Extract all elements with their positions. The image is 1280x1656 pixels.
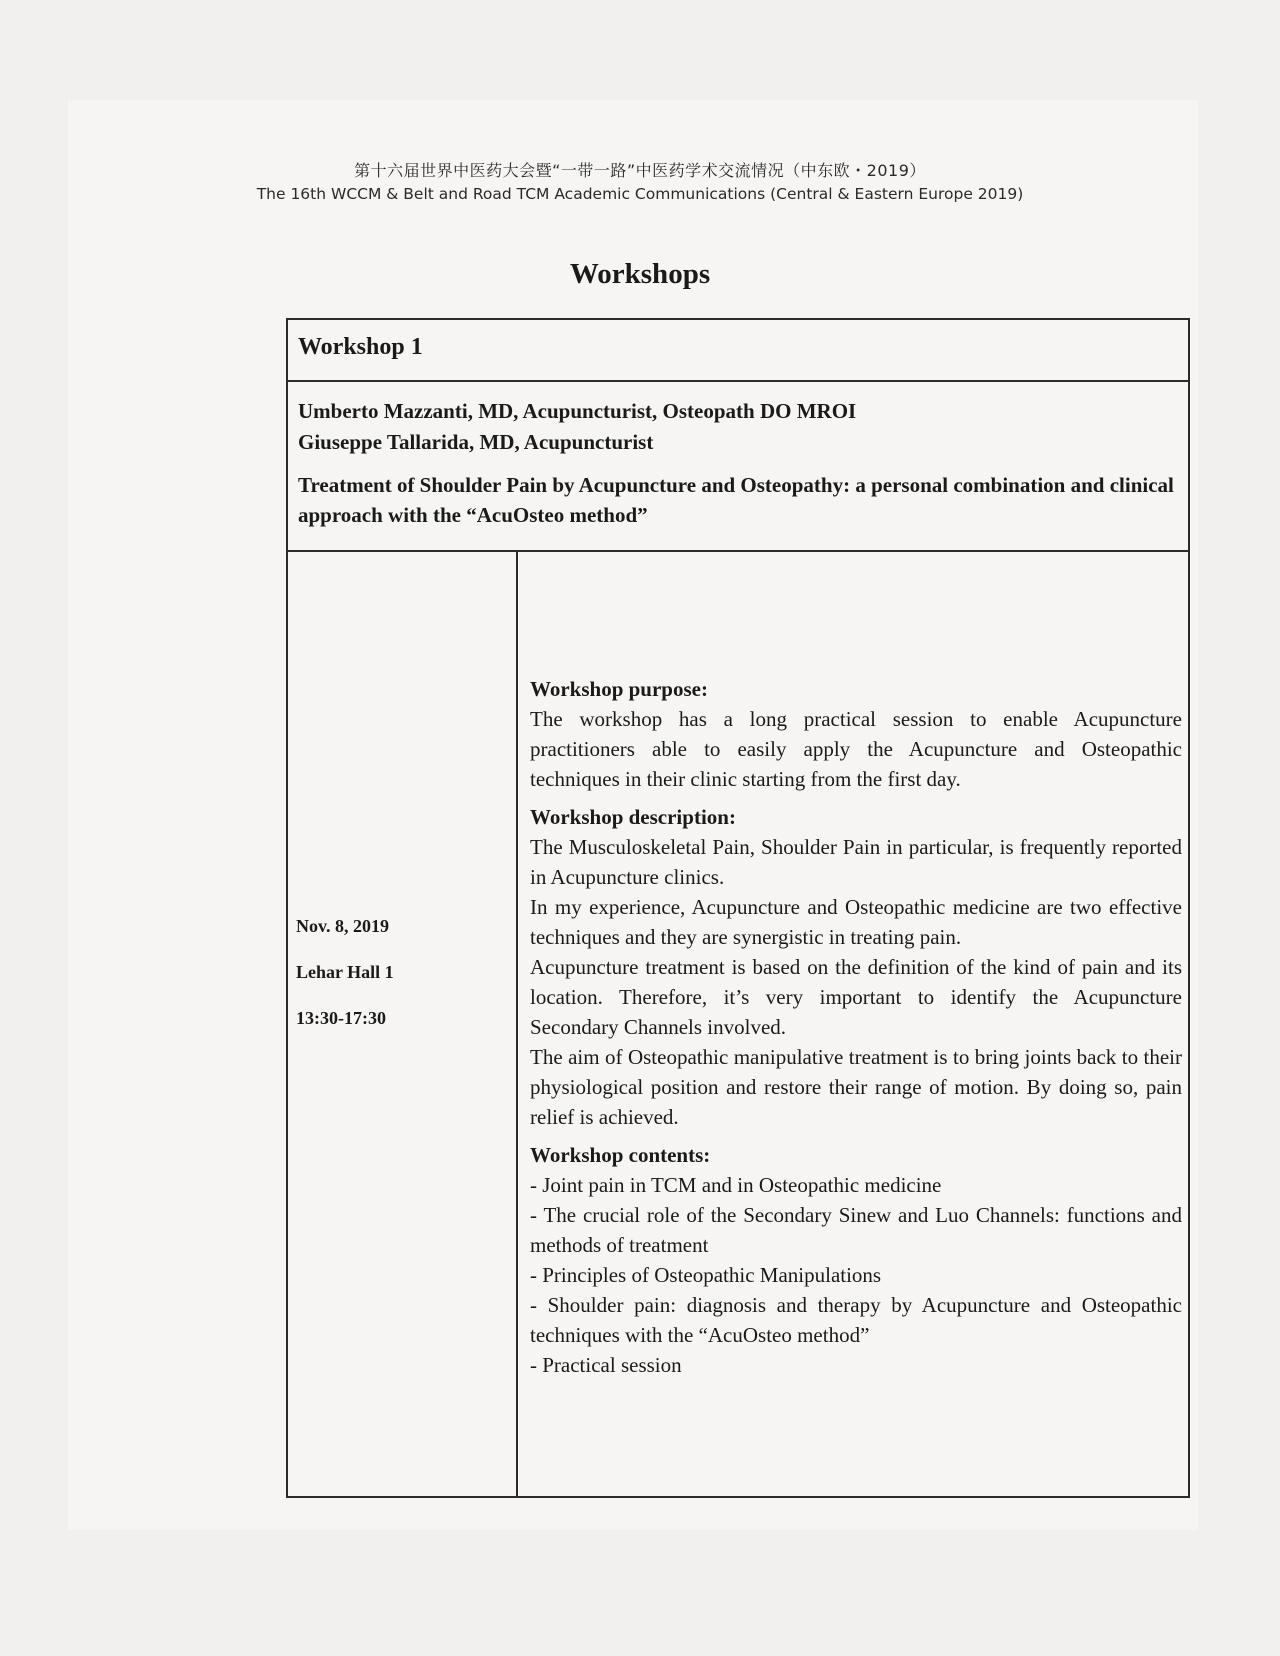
- speaker-2: Giuseppe Tallarida, MD, Acupuncturist: [298, 430, 654, 454]
- details-column: [518, 552, 1190, 1498]
- schedule-column: [288, 552, 518, 1498]
- workshop-name: Workshop 1: [298, 334, 423, 360]
- description-paragraph: The Musculoskeletal Pain, Shoulder Pain in particular, is frequently reported in Acupuncture clinics.: [530, 835, 1182, 889]
- section-title: Workshops: [569, 258, 711, 290]
- workshop-title-row: [288, 320, 1188, 382]
- description-paragraph: The aim of Osteopathic manipulative treatment is to bring joints back to their physiological position and restore their range of motion. By doing so, pain relief is achieved.: [530, 1045, 1182, 1129]
- contents-item: - Joint pain in TCM and in Osteopathic medicine: [530, 1173, 942, 1197]
- contents-item: - The crucial role of the Secondary Sinew and Luo Channels: functions and methods of treatment: [530, 1203, 1182, 1257]
- workshop-time: 13:30-17:30: [296, 1008, 386, 1028]
- speaker-1: Umberto Mazzanti, MD, Acupuncturist, Osteopath DO MROI: [298, 399, 857, 423]
- workshop-info-row: [288, 382, 1188, 552]
- english-title: The 16th WCCM & Belt and Road TCM Academic Communications (Central & Eastern Europe 2019): [256, 185, 1024, 203]
- description-paragraph: Acupuncture treatment is based on the definition of the kind of pain and its location. Therefore, it’s very important to identify the Acupuncture Secondary Channels involved.: [530, 955, 1182, 1039]
- contents-item: - Practical session: [530, 1353, 682, 1377]
- document-header: [0, 158, 1280, 203]
- workshop-venue: Lehar Hall 1: [296, 962, 394, 982]
- contents-heading: Workshop contents:: [530, 1143, 711, 1167]
- description-paragraph: In my experience, Acupuncture and Osteopathic medicine are two effective techniques and they are synergistic in treating pain.: [530, 895, 1182, 949]
- contents-item: - Shoulder pain: diagnosis and therapy by Acupuncture and Osteopathic techniques with the “AcuOsteo method”: [530, 1293, 1182, 1347]
- workshop-date: Nov. 8, 2019: [296, 916, 390, 936]
- purpose-heading: Workshop purpose:: [530, 677, 708, 701]
- description-heading: Workshop description:: [530, 805, 736, 829]
- workshop-table: [286, 318, 1190, 1498]
- workshop-topic: Treatment of Shoulder Pain by Acupuncture and Osteopathy: a personal combination and clinical approach with the “AcuOsteo method”: [298, 473, 1174, 527]
- purpose-text: The workshop has a long practical session to enable Acupuncture practitioners able to easily apply the Acupuncture and Osteopathic techniques in their clinic starting from the first day.: [530, 707, 1182, 791]
- contents-item: - Principles of Osteopathic Manipulations: [530, 1263, 882, 1287]
- chinese-title: 第十六届世界中医药大会暨“一带一路”中医药学术交流情况（中东欧・2019）: [354, 161, 926, 180]
